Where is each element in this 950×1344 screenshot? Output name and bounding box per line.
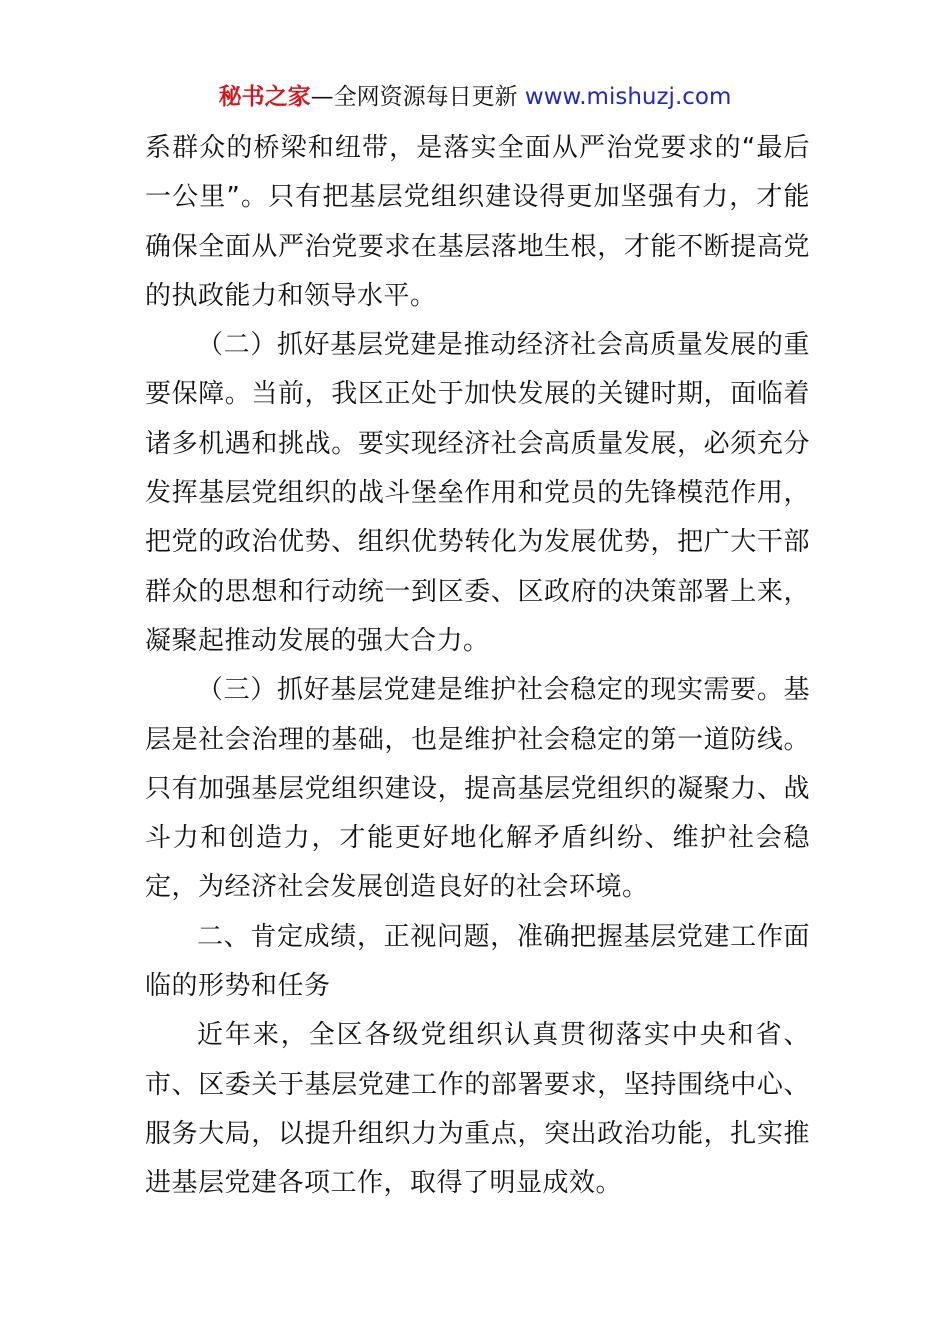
text-line: 近年来，全区各级党组织认真贯彻落实中央和省、 <box>197 1020 810 1051</box>
text-line: 定，为经济社会发展创造良好的社会环境。 <box>145 872 649 903</box>
text-line: 一公里”。只有把基层党组织建设得更加坚强有力，才能 <box>145 182 810 213</box>
site-brand: 秘书之家 <box>218 84 311 110</box>
text-line: 的执政能力和领导水平。 <box>145 280 437 311</box>
text-line: 群众的思想和行动统一到区委、区政府的决策部署上来， <box>145 576 810 607</box>
text-line: 确保全面从严治党要求在基层落地生根，才能不断提高党 <box>145 231 810 262</box>
text-line: 进基层党建各项工作，取得了明显成效。 <box>145 1168 623 1199</box>
text-line: 系群众的桥梁和纽带，是落实全面从严治党要求的“最后 <box>145 133 810 163</box>
text-line: 层是社会治理的基础，也是维护社会稳定的第一道防线。 <box>145 724 810 755</box>
text-line: 二、肯定成绩，正视问题，准确把握基层党建工作面 <box>197 921 810 952</box>
text-line: 斗力和创造力，才能更好地化解矛盾纠纷、维护社会稳 <box>145 823 810 854</box>
text-line: （三）抓好基层党建是维护社会稳定的现实需要。基 <box>197 675 810 706</box>
text-line: （二）抓好基层党建是推动经济社会高质量发展的重 <box>197 330 810 361</box>
document-body <box>145 124 810 1209</box>
text-line: 只有加强基层党组织建设，提高基层党组织的凝聚力、战 <box>145 773 810 804</box>
text-line: 凝聚起推动发展的强大合力。 <box>145 625 490 656</box>
site-tagline: —全网资源每日更新 <box>310 84 525 110</box>
text-line: 要保障。当前，我区正处于加快发展的关键时期，面临着 <box>145 379 810 410</box>
text-line: 临的形势和任务 <box>145 971 331 1002</box>
text-line: 把党的政治优势、组织优势转化为发展优势，把广大干部 <box>145 527 810 558</box>
text-line: 服务大局，以提升组织力为重点，突出政治功能，扎实推 <box>145 1118 810 1149</box>
text-line: 发挥基层党组织的战斗堡垒作用和党员的先锋模范作用， <box>145 478 810 509</box>
text-line: 市、区委关于基层党建工作的部署要求，坚持围绕中心、 <box>145 1069 810 1100</box>
page-header <box>0 80 950 114</box>
site-url[interactable]: www.mishuzj.com <box>524 84 732 110</box>
text-line: 诸多机遇和挑战。要实现经济社会高质量发展，必须充分 <box>145 428 810 459</box>
